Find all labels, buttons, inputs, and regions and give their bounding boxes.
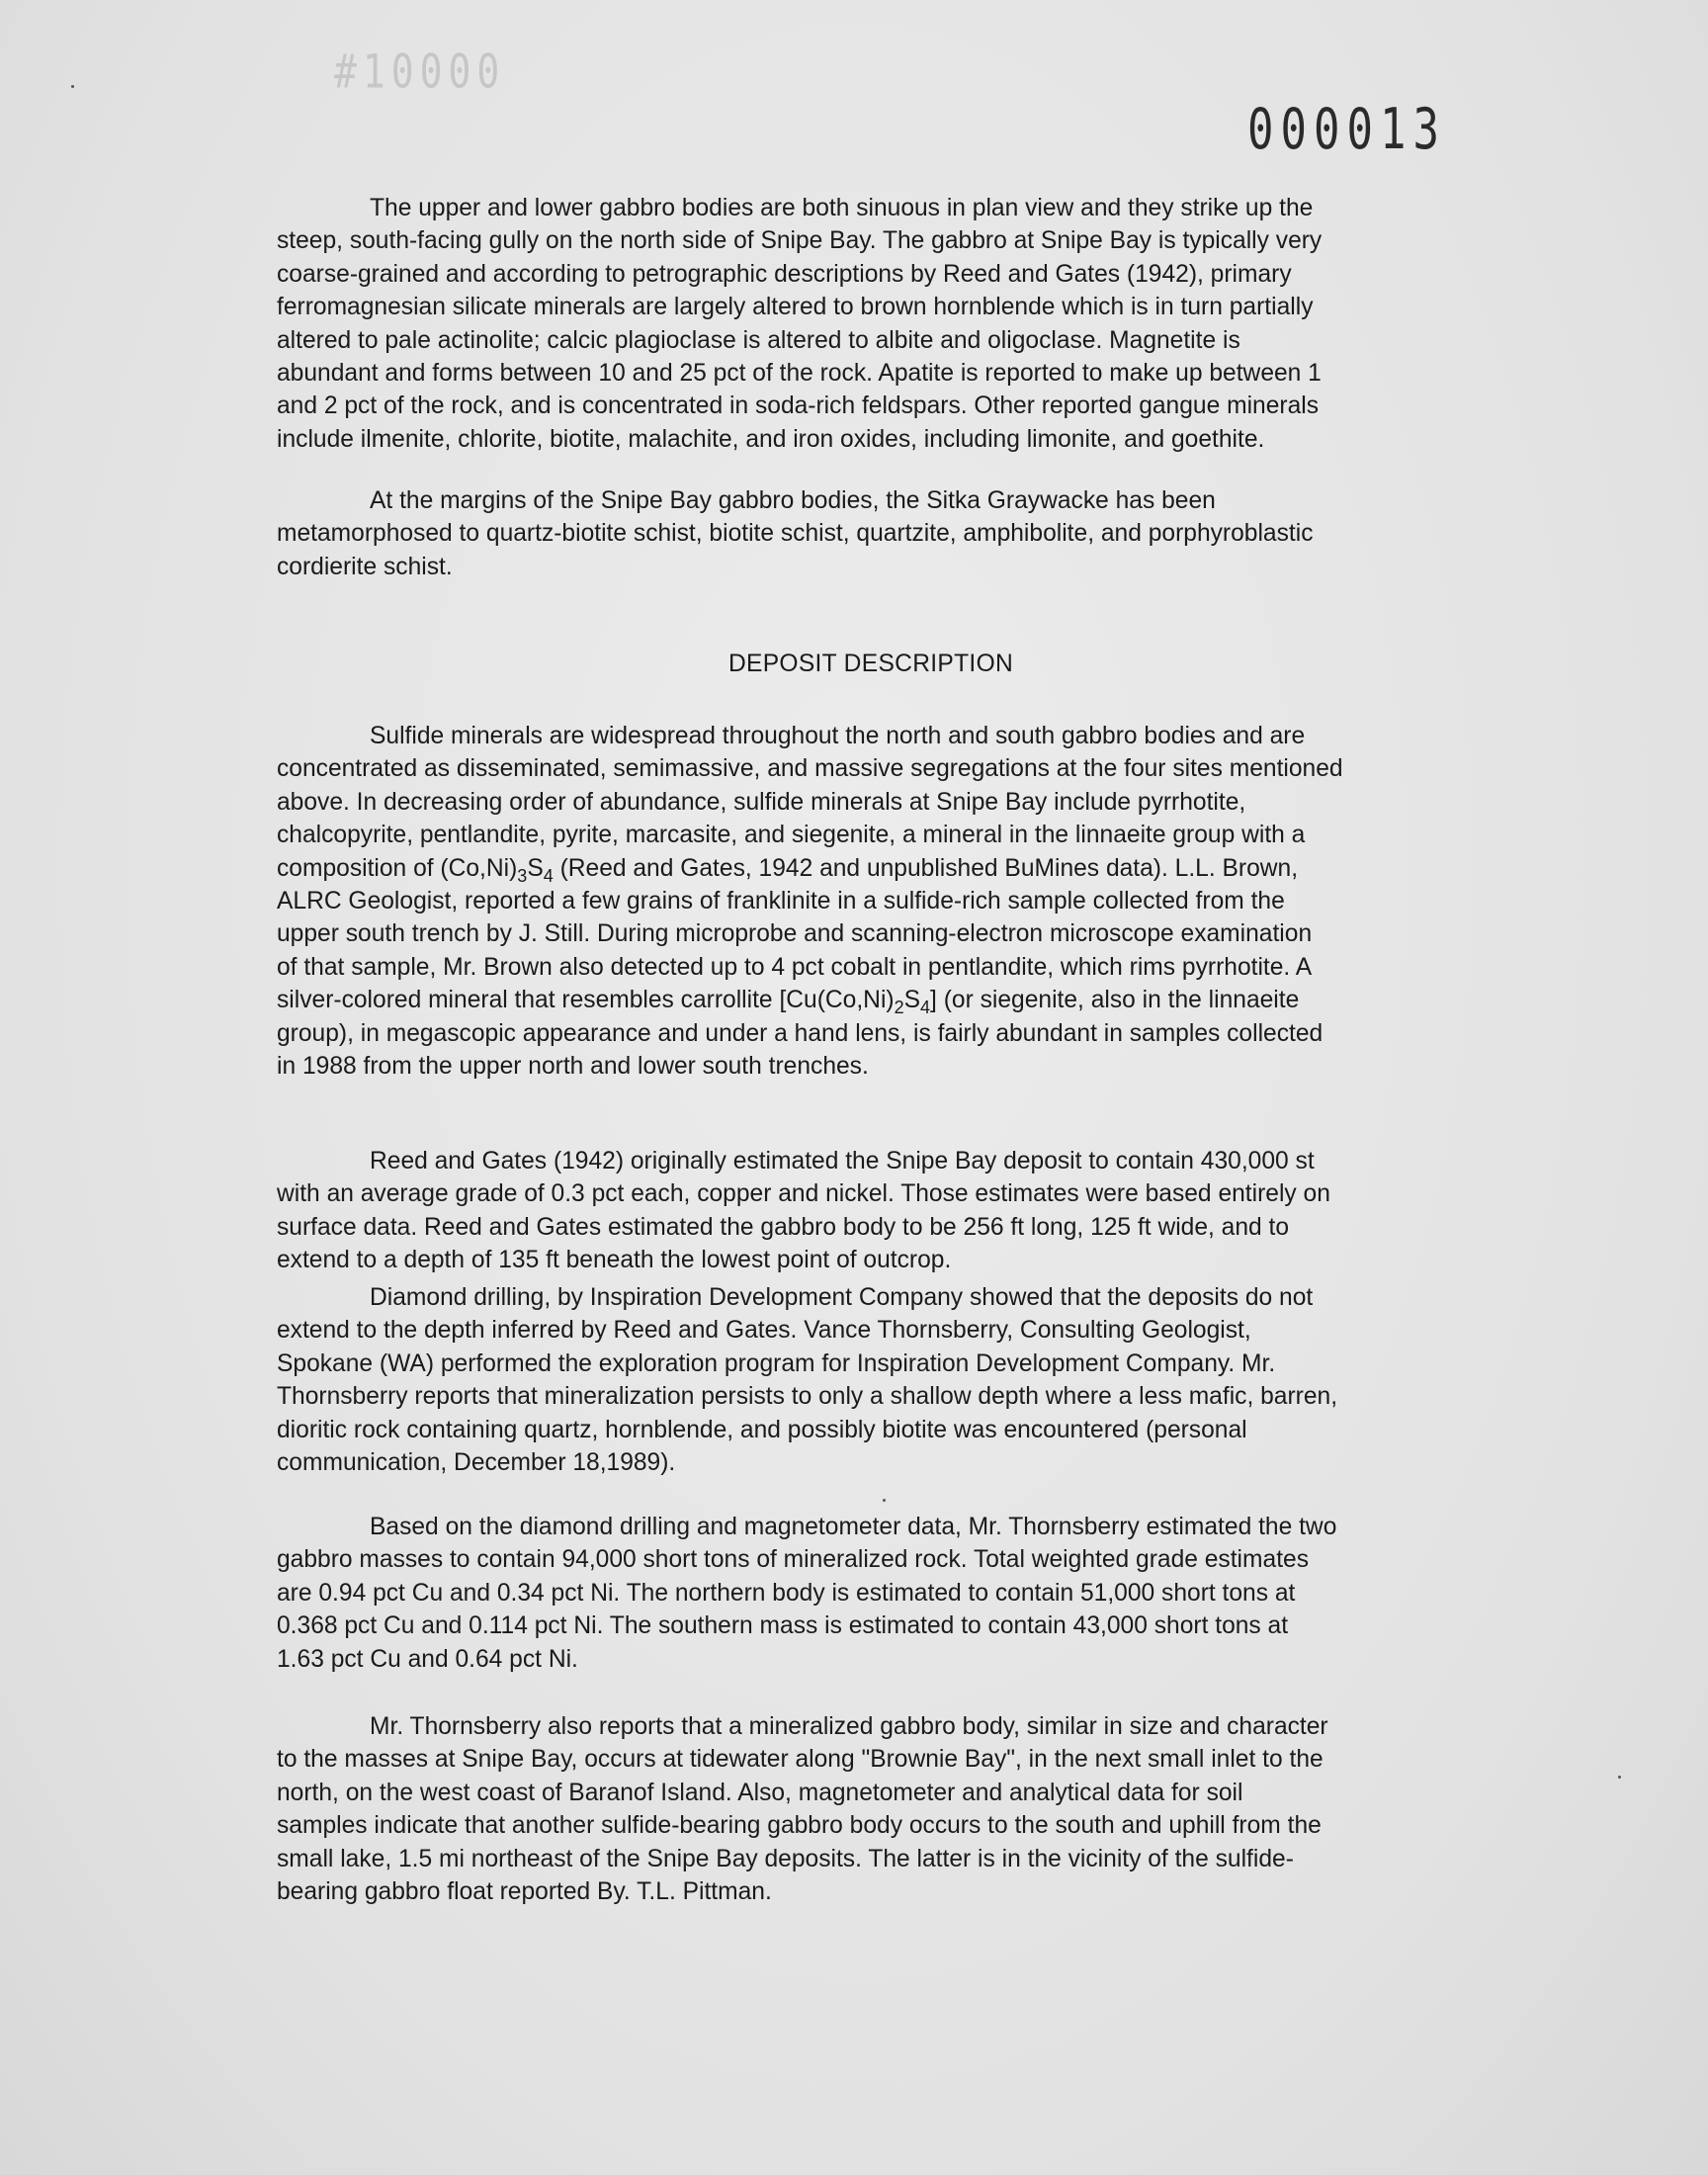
- text-line: small lake, 1.5 mi northeast of the Snipe Bay deposits. The latter is in the vicinity of the sulfide-: [277, 1845, 1294, 1872]
- text-line: to the masses at Snipe Bay, occurs at tidewater along "Brownie Bay", in the next small inlet to the: [277, 1746, 1324, 1774]
- text-line: group), in megascopic appearance and under a hand lens, is fairly abundant in samples collected: [277, 1019, 1324, 1047]
- text-line: Based on the diamond drilling and magnetometer data, Mr. Thornsberry estimated the two: [370, 1514, 1337, 1540]
- text-line: in 1988 from the upper north and lower south trenches.: [277, 1053, 869, 1081]
- text-line: and 2 pct of the rock, and is concentrated in soda-rich feldspars. Other reported gangue minerals: [277, 392, 1320, 420]
- subscript: 2: [894, 998, 904, 1018]
- paragraph-reed-gates-estimate: [277, 1145, 1463, 1277]
- scan-speck: [71, 85, 74, 88]
- text-line: 1.63 pct Cu and 0.64 pct Ni.: [277, 1645, 578, 1673]
- subscript: 3: [517, 865, 528, 886]
- text-line: Spokane (WA) performed the exploration program for Inspiration Development Company. Mr.: [277, 1349, 1276, 1377]
- text-line: abundant and forms between 10 and 25 pct of the rock. Apatite is reported to make up between 1: [277, 360, 1322, 388]
- paragraph-margins: [277, 484, 1463, 583]
- text-line: bearing gabbro float reported By. T.L. Pittman.: [277, 1878, 772, 1906]
- paragraph-brownie-bay: [277, 1710, 1463, 1908]
- text-line: steep, south-facing gully on the north side of Snipe Bay. The gabbro at Snipe Bay is typically very: [277, 227, 1323, 255]
- subscript: 4: [920, 998, 931, 1018]
- paragraph-magnetometer-estimate: [277, 1511, 1463, 1676]
- text-line: 0.368 pct Cu and 0.114 pct Ni. The southern mass is estimated to contain 43,000 short tons at: [277, 1612, 1289, 1640]
- text-segment: S: [903, 987, 921, 1014]
- subscript: 4: [543, 865, 554, 886]
- text-line: with an average grade of 0.3 pct each, copper and nickel. Those estimates were based entirely on: [277, 1180, 1330, 1208]
- text-segment: silver-colored mineral that resembles carrollite [Cu(Co,Ni): [277, 987, 895, 1014]
- text-line: communication, December 18,1989).: [277, 1449, 676, 1477]
- text-line: Mr. Thornsberry also reports that a mineralized gabbro body, similar in size and character: [370, 1713, 1328, 1740]
- text-line: are 0.94 pct Cu and 0.34 pct Ni. The northern body is estimated to contain 51,000 short tons at: [277, 1579, 1296, 1607]
- scan-speck: [883, 1499, 886, 1502]
- text-line: At the margins of the Snipe Bay gabbro bodies, the Sitka Graywacke has been: [370, 487, 1216, 514]
- text-line: ferromagnesian silicate minerals are largely altered to brown hornblende which is in turn partially: [277, 294, 1314, 321]
- text-line: The upper and lower gabbro bodies are both sinuous in plan view and they strike up the: [370, 195, 1314, 221]
- page-number-stamp: 000013: [1247, 97, 1446, 163]
- text-line: surface data. Reed and Gates estimated the gabbro body to be 256 ft long, 125 ft wide, and to: [277, 1213, 1290, 1241]
- text-line: above. In decreasing order of abundance, sulfide minerals at Snipe Bay include pyrrhotite,: [277, 788, 1246, 816]
- text-line: chalcopyrite, pentlandite, pyrite, marcasite, and siegenite, a mineral in the linnaeite group with a: [277, 822, 1306, 849]
- text-line: Thornsberry reports that mineralization persists to only a shallow depth where a less mafic, barren,: [277, 1383, 1338, 1411]
- text-line: extend to a depth of 135 ft beneath the lowest point of outcrop.: [277, 1247, 952, 1274]
- text-segment: composition of (Co,Ni): [277, 854, 518, 882]
- text-line: north, on the west coast of Baranof Island. Also, magnetometer and analytical data for soil: [277, 1779, 1243, 1806]
- paragraph-sulfide-minerals: [277, 720, 1463, 1083]
- text-line-formula: [277, 984, 1463, 1016]
- text-segment: ] (or siegenite, also in the linnaeite: [930, 987, 1300, 1014]
- text-segment: (Reed and Gates, 1942 and unpublished BuMines data). L.L. Brown,: [553, 854, 1299, 882]
- paragraph-gabbro-bodies: [277, 192, 1463, 456]
- text-line: gabbro masses to contain 94,000 short tons of mineralized rock. Total weighted grade estimates: [277, 1546, 1309, 1574]
- text-line: Diamond drilling, by Inspiration Development Company showed that the deposits do not: [370, 1284, 1314, 1311]
- text-line: Sulfide minerals are widespread throughout the north and south gabbro bodies and are: [370, 723, 1306, 749]
- section-heading: DEPOSIT DESCRIPTION: [727, 651, 1014, 677]
- text-line: Reed and Gates (1942) originally estimated the Snipe Bay deposit to contain 430,000 st: [370, 1148, 1315, 1174]
- scan-speck: [1618, 1776, 1621, 1779]
- text-line: cordierite schist.: [277, 553, 453, 580]
- text-line: extend to the depth inferred by Reed and Gates. Vance Thornsberry, Consulting Geologist,: [277, 1317, 1251, 1345]
- text-line: metamorphosed to quartz-biotite schist, biotite schist, quartzite, amphibolite, and porphyroblastic: [277, 520, 1314, 548]
- text-line: dioritic rock containing quartz, hornblende, and possibly biotite was encountered (personal: [277, 1416, 1247, 1443]
- text-line: concentrated as disseminated, semimassive, and massive segregations at the four sites mentioned: [277, 755, 1343, 783]
- text-line: of that sample, Mr. Brown also detected up to 4 pct cobalt in pentlandite, which rims pyrrhotite. A: [277, 953, 1313, 981]
- faint-stamp-number: #10000: [334, 44, 506, 99]
- text-line: upper south trench by J. Still. During microprobe and scanning-electron microscope examination: [277, 920, 1313, 948]
- paragraph-diamond-drilling: [277, 1281, 1463, 1479]
- text-line: altered to pale actinolite; calcic plagioclase is altered to albite and oligoclase. Magnetite is: [277, 326, 1240, 354]
- text-line-formula: [277, 852, 1463, 885]
- text-line: ALRC Geologist, reported a few grains of franklinite in a sulfide-rich sample collected from the: [277, 888, 1285, 915]
- text-line: coarse-grained and according to petrographic descriptions by Reed and Gates (1942), primary: [277, 260, 1292, 288]
- text-line: include ilmenite, chlorite, biotite, malachite, and iron oxides, including limonite, and goethite.: [277, 425, 1265, 453]
- text-segment: S: [527, 854, 544, 882]
- text-line: samples indicate that another sulfide-bearing gabbro body occurs to the south and uphill from the: [277, 1812, 1322, 1840]
